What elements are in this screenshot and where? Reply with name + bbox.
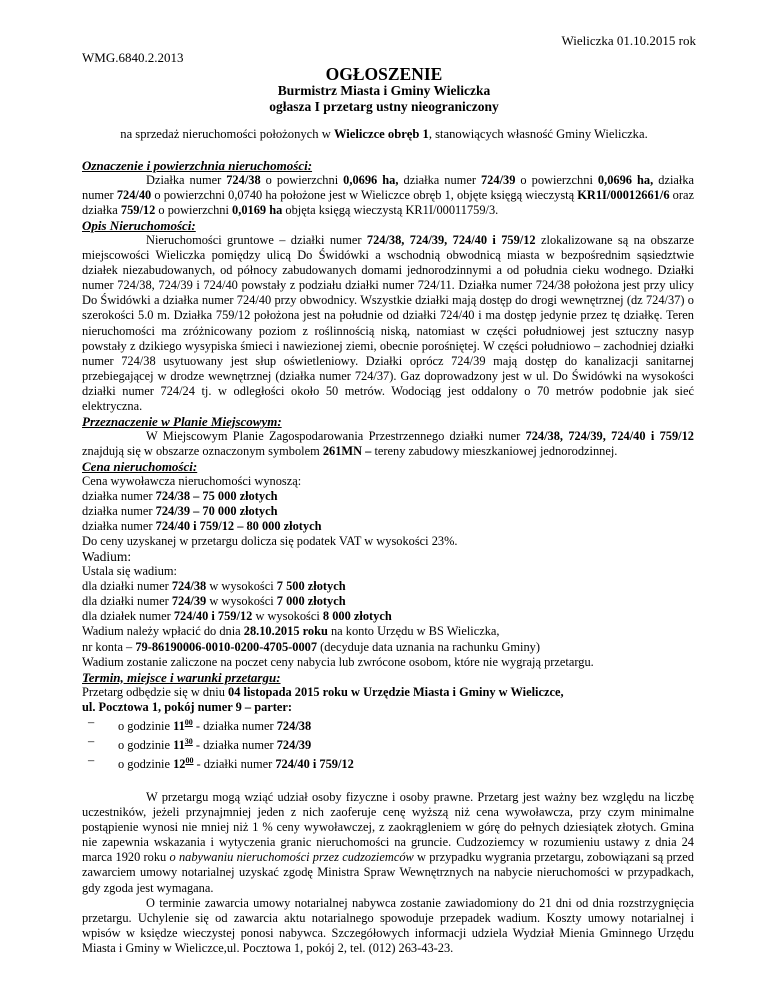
price-row: działka numer 724/38 – 75 000 złotych xyxy=(82,489,278,504)
document-date: Wieliczka 01.10.2015 rok xyxy=(561,33,696,48)
schedule-item: – o godzinie $11^{00}$ - działka numer 724/38 xyxy=(88,714,312,733)
paragraph: Działka numer 724/38 o powierzchni 0,0696 ha, działka numer 724/39 o powierzchni 0,0696 ha, działka numer 724/40 o powierzchni 0,0740 ha położone jest w Wieliczce obręb 1, objęte księgą wieczystą KR1I/00012661/6 oraz działka 759/12 o powierzchni 0,0169 ha objęta księgą wieczystą KR1I/00011759/3. xyxy=(82,173,695,218)
deposit-row: dla działek numer 724/40 i 759/12 w wysokości 8 000 złotych xyxy=(82,609,392,624)
auction-date: Przetarg odbędzie się w dniu 04 listopada 2015 roku w Urzędzie Miasta i Gminy w Wieliczce, xyxy=(82,684,564,699)
section-designation xyxy=(82,158,694,218)
deposit-deadline: Wadium należy wpłacić do dnia 28.10.2015 roku na konto Urzędu w BS Wieliczka, xyxy=(82,624,500,639)
document-title: OGŁOSZENIE xyxy=(325,64,443,84)
paragraph: W przetargu mogą wziąć udział osoby fizyczne i osoby prawne. Przetarg jest ważny bez względu na liczbę uczestników, jeżeli przynajmniej jeden z nich zaoferuje cenę wyższą niż cena wywoławcza, przy czym minimalne postąpienie wynosi nie mniej niż 1 % ceny wywoławczej, z zaokrągleniem w górę do pełnych dziesiątek złotych. Gmina nie zapewnia wskazania i wytyczenia granic nieruchomości na gruncie. Cudzoziemcy w rozumieniu ustawy z dnia 24 marca 1920 roku o nabywaniu nieruchomości przez cudzoziemców w przypadku wygrania przetargu, zobowiązani są przed zawarciem umowy notarialnej uzyskać zgodę Ministra Spraw Wewnętrznych na nabycie nieruchomości w przypadkach, gdy zgoda jest wymagana. xyxy=(82,790,695,895)
paragraph: O terminie zawarcia umowy notarialnej nabywca zostanie zawiadomiony do 21 dni od dnia rozstrzygnięcia przetargu. Uchylenie się od zawarcia aktu notarialnego spowoduje przepadek wadium. Koszty umowy notarialnej i wpisów w księdze wieczystej ponosi nabywca. Szczegółowych informacji udziela Wydział Mienia Gminnego Urzędu Miasta i Gminy w Wieliczce,ul. Pocztowa 1, pokój 2, tel. (012) 263-43-23. xyxy=(82,895,694,955)
section-price xyxy=(82,459,694,549)
section-zoning xyxy=(82,414,694,459)
section-description xyxy=(82,218,694,414)
bank-account: nr konta – 79-86190006-0010-0200-4705-0007 (decyduje data uznania na rachunku Gminy) xyxy=(82,639,541,654)
vat-note: Do ceny uzyskanej w przetargu dolicza się podatek VAT w wysokości 23%. xyxy=(82,534,458,549)
deposit-intro: Ustala się wadium: xyxy=(82,564,177,579)
section-heading: Oznaczenie i powierzchnia nieruchomości: xyxy=(82,158,313,173)
price-row: działka numer 724/39 – 70 000 złotych xyxy=(82,504,278,519)
section-general-conditions xyxy=(82,790,694,956)
section-heading: Przeznaczenie w Planie Miejscowym: xyxy=(82,413,282,429)
deposit-row: dla działki numer 724/38 w wysokości 7 500 złotych xyxy=(82,579,346,594)
price-intro: Cena wywoławcza nieruchomości wynoszą: xyxy=(82,473,302,488)
section-heading: Opis Nieruchomości: xyxy=(82,218,196,234)
deposit-return: Wadium zostanie zaliczone na poczet ceny nabycia lub zwrócone osobom, które nie wygrają przetargu. xyxy=(82,654,594,669)
section-heading: Cena nieruchomości: xyxy=(82,458,198,474)
paragraph: W Miejscowym Planie Zagospodarowania Przestrzennego działki numer 724/38, 724/39, 724/40 i 759/12 znajdują się w obszarze oznaczonym symbolem 261MN – tereny zabudowy mieszkaniowej jednorodzinnej. xyxy=(82,428,694,458)
intro-line: na sprzedaż nieruchomości położonych w Wieliczce obręb 1, stanowiących własność Gminy Wieliczka. xyxy=(120,127,648,141)
announcement-type: ogłasza I przetarg ustny nieograniczony xyxy=(269,99,499,114)
deposit-row: dla działki numer 724/39 w wysokości 7 000 złotych xyxy=(82,594,346,609)
document-body xyxy=(82,158,694,956)
schedule-item: – o godzinie $12^{00}$ - działki numer 724/40 i 759/12 xyxy=(88,753,354,772)
paragraph: Nieruchomości gruntowe – działki numer 724/38, 724/39, 724/40 i 759/12 zlokalizowane są na obszarze miejscowości Wieliczka pomiędzy ulicą Do Świdówki a wschodnią obwodnicą miasta w bezpośrednim sąsiedztwie działek niezabudowanych, od północy zabudowanych domami jednorodzinnymi a od południa cieku wodnego. Działki numer 724/38, 724/39 i 724/40 powstały z podziału działki numer 724/11. Działka numer 724/38 położona jest przy ulicy Do Świdówki a działka numer 724/40 przy obwodnicy. Wszystkie działki mają dostęp do drogi wewnętrznej (dz 724/37) o szerokości 5.0 m. Działka 759/12 położona jest na południe od działki 724/40 i ma dostęp jedynie przez tę działkę. Teren nieruchomości ma zróżnicowany poziom z roślinnością niską, natomiast w części południowej jest sztuczny nasyp powstały z dzikiego wysypiska śmieci i nawiezionej ziemi, obecnie porośniętej. W części południowo – zachodniej działki numer 724/38 usytuowany jest słup oświetleniowy. Działki oprócz 724/39 mają dostęp do kanalizacji sanitarnej przebiegającej w drodze wewnętrznej (działka numer 724/37). Gaz doprowadzony jest w ul. Do Świdówki na wysokości działki numer 724/24 tj. w odległości około 50 metrów. Wodociąg jest oddalony o 70 metrów podobnie jak sieć elektryczna. xyxy=(82,233,694,413)
section-deposit xyxy=(82,549,694,669)
reference-number: WMG.6840.2.2013 xyxy=(82,50,184,65)
price-row: działka numer 724/40 i 759/12 – 80 000 złotych xyxy=(82,519,322,534)
section-heading: Wadium: xyxy=(82,549,132,565)
section-heading: Termin, miejsce i warunki przetargu: xyxy=(82,669,281,685)
issuer: Burmistrz Miasta i Gminy Wieliczka xyxy=(277,83,491,98)
schedule-item: – o godzinie $11^{30}$ - działka numer 724/39 xyxy=(88,733,312,753)
section-auction-terms xyxy=(82,670,694,773)
auction-place: ul. Pocztowa 1, pokój numer 9 – parter: xyxy=(82,699,293,714)
